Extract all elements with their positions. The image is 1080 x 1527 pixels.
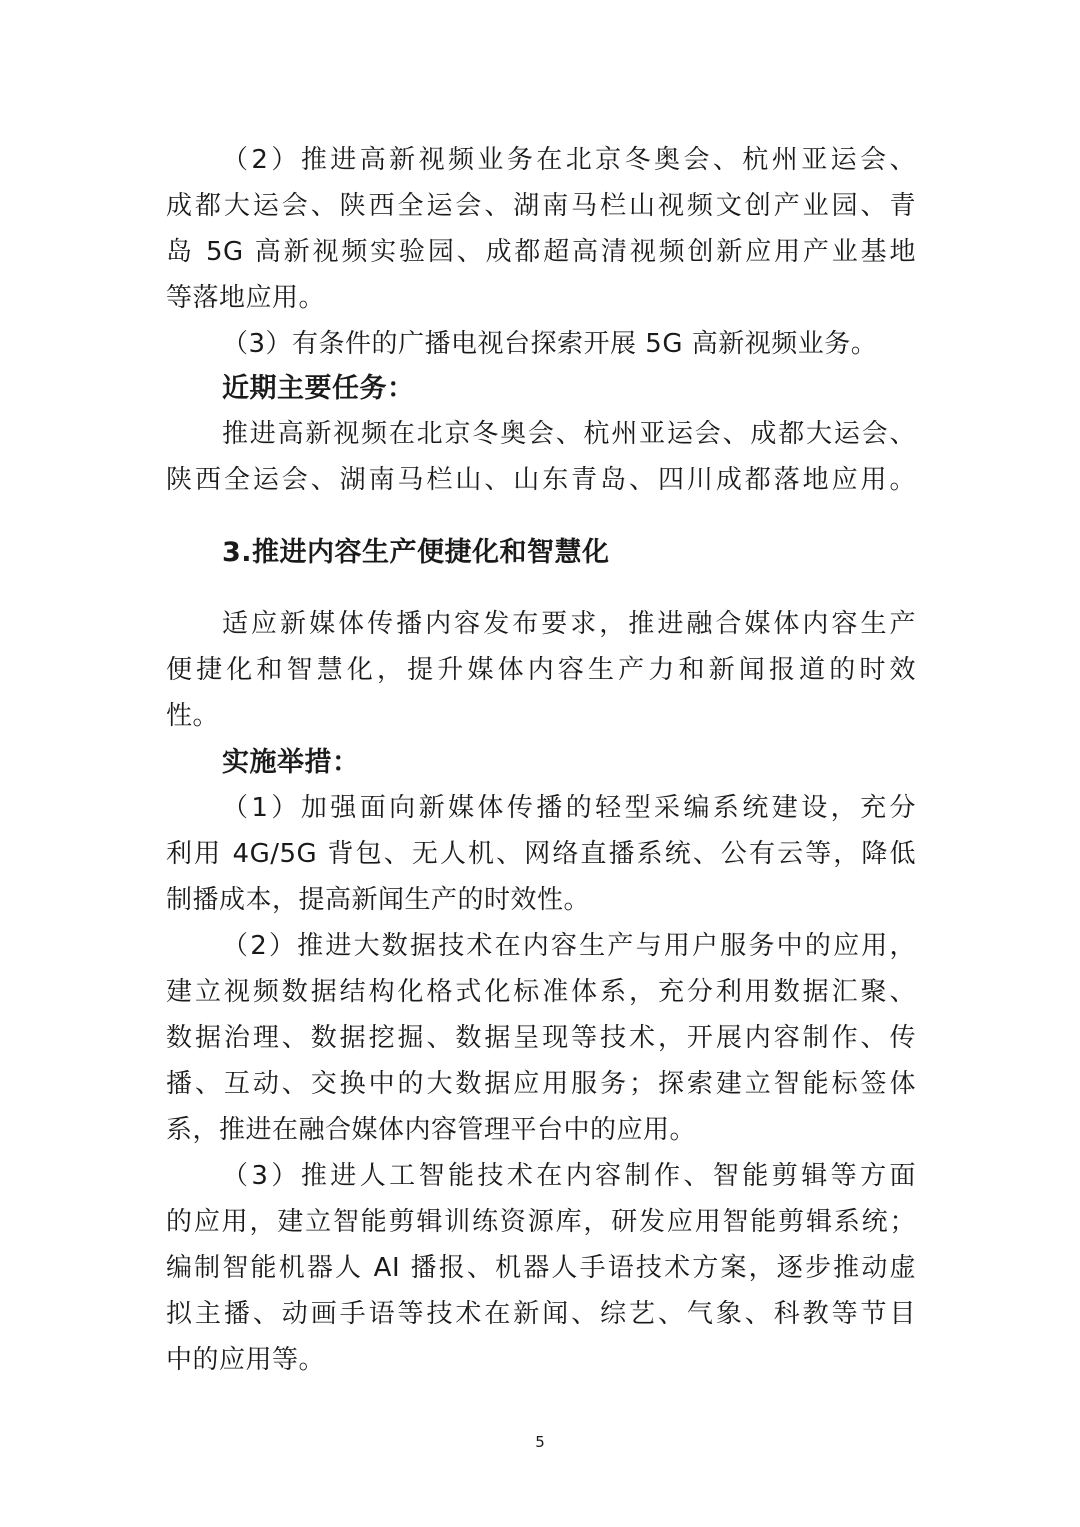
paragraph-line: 适应新媒体传播内容发布要求，推进融合媒体内容生产: [222, 609, 916, 639]
paragraph-line: （2）推进高新视频业务在北京冬奥会、杭州亚运会、: [222, 145, 916, 175]
paragraph-line: 建立视频数据结构化格式化标准体系，充分利用数据汇聚、: [166, 977, 916, 1007]
measures-label: 实施举措：: [222, 747, 360, 778]
paragraph-line: 播、互动、交换中的大数据应用服务；探索建立智能标签体: [166, 1069, 916, 1099]
paragraph-line: （2）推进大数据技术在内容生产与用户服务中的应用，: [222, 931, 916, 961]
paragraph-line: （3）有条件的广播电视台探索开展 5G 高新视频业务。: [222, 329, 878, 359]
paragraph-line: 利用 4G/5G 背包、无人机、网络直播系统、公有云等，降低: [166, 839, 916, 869]
paragraph-line: 陕西全运会、湖南马栏山、山东青岛、四川成都落地应用。: [166, 465, 916, 495]
paragraph-line: 的应用，建立智能剪辑训练资源库，研发应用智能剪辑系统；: [166, 1207, 916, 1237]
paragraph-line: 数据治理、数据挖掘、数据呈现等技术，开展内容制作、传: [166, 1023, 916, 1053]
paragraph-line: （3）推进人工智能技术在内容制作、智能剪辑等方面: [222, 1161, 916, 1191]
paragraph-line: 拟主播、动画手语等技术在新闻、综艺、气象、科教等节目: [166, 1299, 916, 1329]
paragraph-line: （1）加强面向新媒体传播的轻型采编系统建设，充分: [222, 793, 916, 823]
section-heading: 3.推进内容生产便捷化和智慧化: [222, 537, 610, 568]
paragraph-line: 成都大运会、陕西全运会、湖南马栏山视频文创产业园、青: [166, 191, 916, 221]
recent-tasks-label: 近期主要任务：: [222, 373, 415, 404]
paragraph-line: 编制智能机器人 AI 播报、机器人手语技术方案，逐步推动虚: [166, 1253, 916, 1283]
paragraph-line: 等落地应用。: [166, 283, 326, 313]
paragraph-line: 制播成本，提高新闻生产的时效性。: [166, 885, 591, 915]
paragraph-line: 性。: [166, 701, 220, 731]
paragraph-line: 中的应用等。: [166, 1345, 326, 1375]
paragraph-line: 岛 5G 高新视频实验园、成都超高清视频创新应用产业基地: [166, 237, 916, 267]
paragraph-line: 推进高新视频在北京冬奥会、杭州亚运会、成都大运会、: [222, 419, 916, 449]
page-number: 5: [535, 1433, 545, 1451]
paragraph-line: 系，推进在融合媒体内容管理平台中的应用。: [166, 1115, 697, 1145]
paragraph-line: 便捷化和智慧化，提升媒体内容生产力和新闻报道的时效: [166, 655, 916, 685]
